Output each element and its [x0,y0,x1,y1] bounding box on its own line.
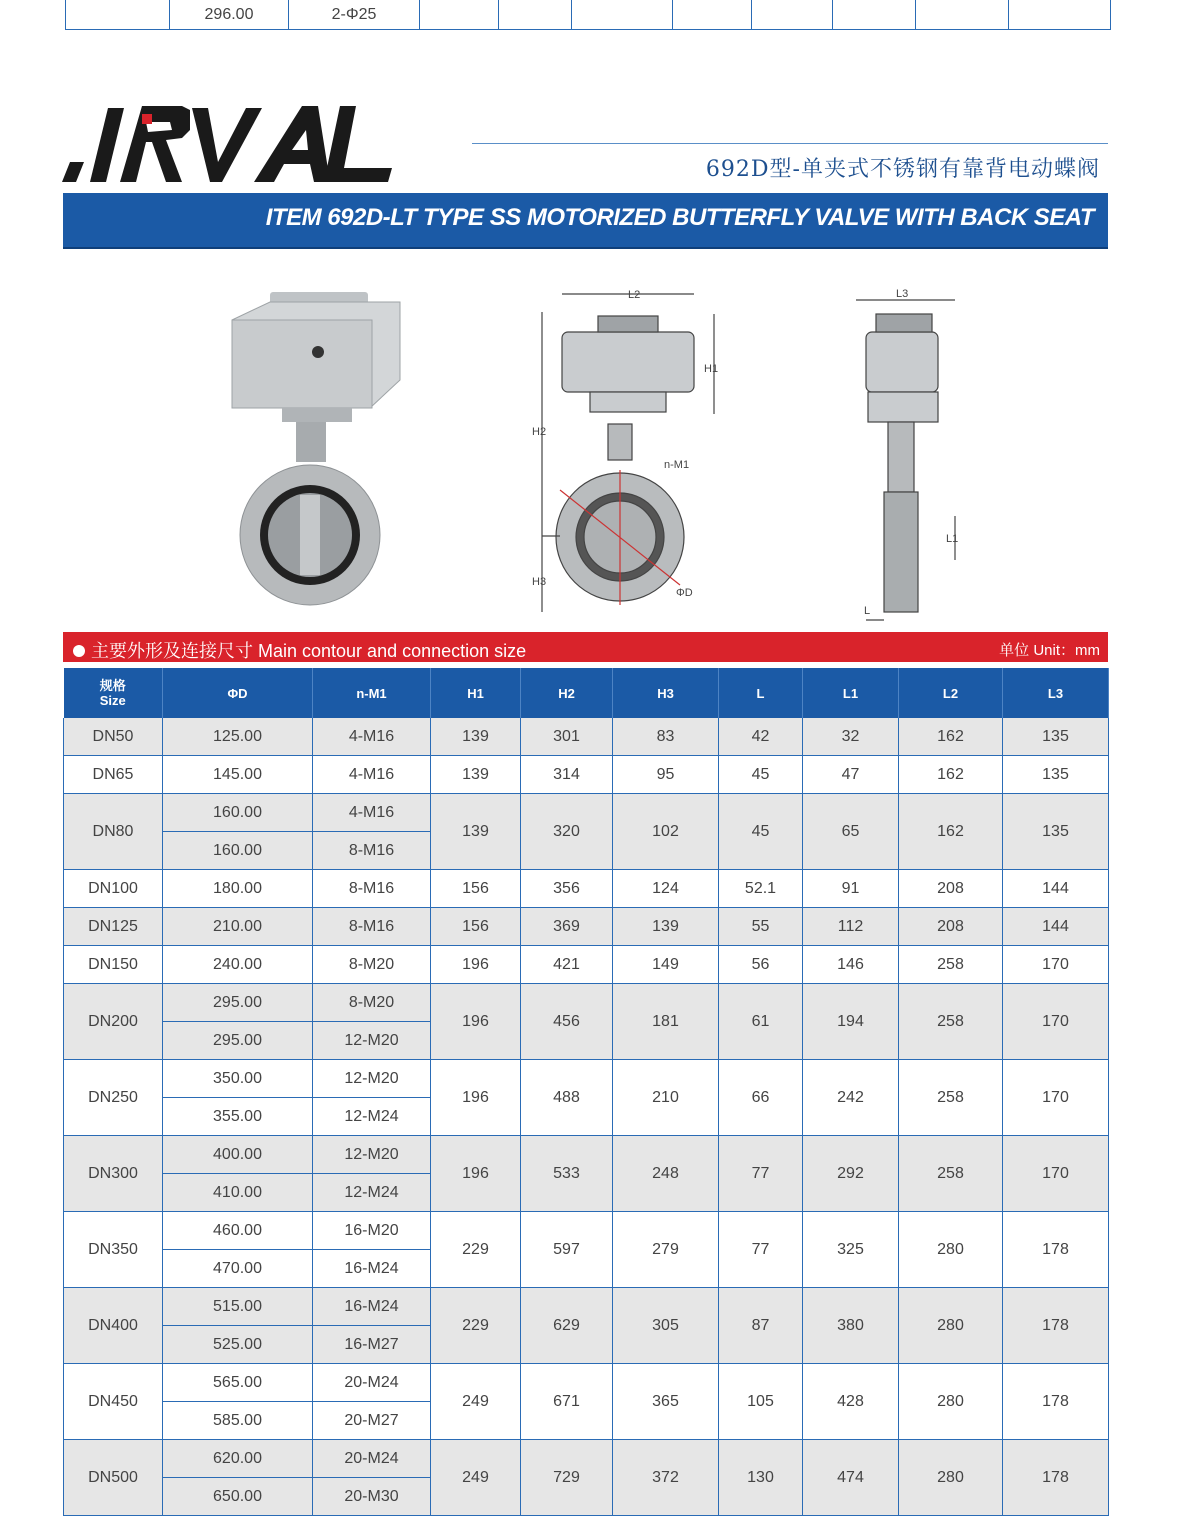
cell-l: 105 [719,1364,803,1440]
cell-l1: 47 [803,756,899,794]
cell-d: 296.00 [170,0,289,30]
cell [66,0,170,30]
cell-d: 565.00 [163,1364,313,1402]
side-view-drawing [856,300,955,620]
cell-l: 66 [719,1060,803,1136]
cell-h1: 249 [431,1440,521,1516]
cell-l1: 91 [803,870,899,908]
cell-l3: 170 [1003,946,1109,984]
cell-nm1: 12-M24 [313,1098,431,1136]
cell-l3: 178 [1003,1364,1109,1440]
col-l3: L3 [1003,668,1109,718]
cell-l3: 144 [1003,908,1109,946]
cell-l1: 325 [803,1212,899,1288]
cell-nm1: 8-M20 [313,984,431,1022]
cell [673,0,752,30]
cell-d: 160.00 [163,794,313,832]
cell-h2: 533 [521,1136,613,1212]
cell-l1: 112 [803,908,899,946]
cell-l1: 65 [803,794,899,870]
cell-d: 145.00 [163,756,313,794]
cell-l2: 208 [899,908,1003,946]
cell-size: DN350 [64,1212,163,1288]
cell-nm1: 4-M16 [313,756,431,794]
cell-h1: 196 [431,946,521,984]
cell-l2: 208 [899,870,1003,908]
cell-l3: 135 [1003,794,1109,870]
cell-h3: 139 [613,908,719,946]
cell-l2: 280 [899,1288,1003,1364]
label-h3: H3 [532,576,547,588]
cell-d: 515.00 [163,1288,313,1326]
cell-l3: 178 [1003,1440,1109,1516]
cell-h3: 124 [613,870,719,908]
jrval-logo [62,100,402,186]
cell-d: 295.00 [163,1022,313,1060]
label-h2: H2 [532,426,547,438]
label-l: L [864,605,871,617]
cell-l: 87 [719,1288,803,1364]
label-h1: H1 [704,363,719,375]
cell-l2: 258 [899,984,1003,1060]
cell-h3: 305 [613,1288,719,1364]
cell-d: 180.00 [163,870,313,908]
cell-d: 160.00 [163,832,313,870]
table-row [64,1288,1109,1326]
cell-d: 355.00 [163,1098,313,1136]
cell-h2: 314 [521,756,613,794]
cell-h1: 249 [431,1364,521,1440]
table-row [64,870,1109,908]
label-d: ΦD [676,587,693,599]
col-l1: L1 [803,668,899,718]
cell-l3: 170 [1003,1136,1109,1212]
cell-h1: 196 [431,984,521,1060]
cell-h3: 83 [613,718,719,756]
cell [916,0,1009,30]
cell [499,0,572,30]
label-l3: L3 [896,288,909,300]
cell-nm1: 8-M16 [313,870,431,908]
cell-nm1: 2-Φ25 [289,0,420,30]
cell-d: 295.00 [163,984,313,1022]
label-nm1: n-M1 [664,459,690,471]
cell-nm1: 20-M24 [313,1440,431,1478]
cell-l2: 258 [899,1060,1003,1136]
cell-h1: 229 [431,1288,521,1364]
cell-l2: 280 [899,1212,1003,1288]
cell-l: 52.1 [719,870,803,908]
cell-nm1: 16-M20 [313,1212,431,1250]
cell-d: 400.00 [163,1136,313,1174]
table-row [64,984,1109,1022]
cell-l3: 144 [1003,870,1109,908]
cell-nm1: 4-M16 [313,794,431,832]
cell [420,0,499,30]
cell-h1: 156 [431,870,521,908]
cell-size: DN250 [64,1060,163,1136]
cell-h2: 301 [521,718,613,756]
table-row [64,794,1109,832]
section-title: 主要外形及连接尺寸 Main contour and connection size [91,641,527,661]
cell-nm1: 8-M16 [313,832,431,870]
cell-l2: 258 [899,1136,1003,1212]
cell-h1: 139 [431,756,521,794]
cell-h1: 156 [431,908,521,946]
section-header [63,632,1108,662]
cell-h3: 372 [613,1440,719,1516]
col-nm1: n-M1 [313,668,431,718]
cell-d: 240.00 [163,946,313,984]
col-l: L [719,668,803,718]
english-title: ITEM 692D-LT TYPE SS MOTORIZED BUTTERFLY VALVE WITH BACK SEAT [265,204,1094,231]
cell-h2: 356 [521,870,613,908]
cell-nm1: 12-M20 [313,1022,431,1060]
cell-h2: 456 [521,984,613,1060]
cell-h3: 210 [613,1060,719,1136]
cell-d: 650.00 [163,1478,313,1516]
cell-h1: 139 [431,794,521,870]
cell-h3: 102 [613,794,719,870]
cell-size: DN50 [64,718,163,756]
cell-l: 42 [719,718,803,756]
cell-l: 56 [719,946,803,984]
cell-l1: 194 [803,984,899,1060]
col-l2: L2 [899,668,1003,718]
cell-h2: 320 [521,794,613,870]
cell-nm1: 12-M20 [313,1136,431,1174]
cell-l: 55 [719,908,803,946]
cell-h2: 671 [521,1364,613,1440]
cell-h1: 196 [431,1060,521,1136]
cell-h2: 369 [521,908,613,946]
cell-l3: 135 [1003,756,1109,794]
cell-nm1: 20-M27 [313,1402,431,1440]
cell-l1: 292 [803,1136,899,1212]
cell-l: 77 [719,1136,803,1212]
table-row [64,1364,1109,1402]
cell-l2: 162 [899,718,1003,756]
cell-l3: 135 [1003,718,1109,756]
front-view-drawing [542,294,714,612]
cell [752,0,833,30]
cell-h2: 629 [521,1288,613,1364]
cell-nm1: 8-M16 [313,908,431,946]
cell-l: 61 [719,984,803,1060]
cell-h1: 229 [431,1212,521,1288]
cell-d: 585.00 [163,1402,313,1440]
cell-l3: 178 [1003,1288,1109,1364]
cell-d: 125.00 [163,718,313,756]
cell-l3: 170 [1003,984,1109,1060]
cell-size: DN80 [64,794,163,870]
cell-nm1: 16-M24 [313,1250,431,1288]
col-h3: H3 [613,668,719,718]
cell-size: DN200 [64,984,163,1060]
table-row [64,908,1109,946]
label-l1: L1 [946,533,959,545]
cell-h3: 149 [613,946,719,984]
cell-l2: 162 [899,756,1003,794]
table-header-row [64,668,1109,718]
cell-l1: 380 [803,1288,899,1364]
cell-d: 620.00 [163,1440,313,1478]
cell-h1: 139 [431,718,521,756]
cell-d: 470.00 [163,1250,313,1288]
cell-nm1: 20-M30 [313,1478,431,1516]
cell-nm1: 16-M24 [313,1288,431,1326]
cell-size: DN500 [64,1440,163,1516]
cell-l1: 146 [803,946,899,984]
cell-size: DN125 [64,908,163,946]
dimension-table [63,668,1109,1516]
col-h1: H1 [431,668,521,718]
cell-l: 77 [719,1212,803,1288]
valve-photo [232,292,400,605]
cell-size: DN450 [64,1364,163,1440]
cell-d: 210.00 [163,908,313,946]
cell-nm1: 16-M27 [313,1326,431,1364]
cell-d: 410.00 [163,1174,313,1212]
cell-l1: 242 [803,1060,899,1136]
cell-h3: 365 [613,1364,719,1440]
cell-d: 525.00 [163,1326,313,1364]
cell-h3: 181 [613,984,719,1060]
col-d: ΦD [163,668,313,718]
cell-l2: 280 [899,1440,1003,1516]
cell-size: DN150 [64,946,163,984]
table-row [64,1440,1109,1478]
cell-h3: 279 [613,1212,719,1288]
cell-size: DN65 [64,756,163,794]
table-row [64,1212,1109,1250]
table-row [64,718,1109,756]
unit-label: 单位 Unit：mm [999,642,1100,659]
cell-nm1: 8-M20 [313,946,431,984]
cell-l1: 32 [803,718,899,756]
previous-table-last-row [65,0,1111,30]
cell-l2: 258 [899,946,1003,984]
title-banner [63,193,1108,247]
cell-size: DN400 [64,1288,163,1364]
cell-size: DN100 [64,870,163,908]
cell-size: DN300 [64,1136,163,1212]
table-row [64,756,1109,794]
cell-l2: 280 [899,1364,1003,1440]
table-row [64,1136,1109,1174]
cell-l3: 170 [1003,1060,1109,1136]
chinese-title: 692D型-单夹式不锈钢有靠背电动蝶阀 [705,157,1100,182]
cell-d: 460.00 [163,1212,313,1250]
cell-l3: 178 [1003,1212,1109,1288]
cell-h3: 248 [613,1136,719,1212]
cell-l: 45 [719,794,803,870]
cell-nm1: 20-M24 [313,1364,431,1402]
cell-l1: 474 [803,1440,899,1516]
cell-h2: 421 [521,946,613,984]
cell [572,0,673,30]
title-rule [472,143,1108,144]
cell-l: 130 [719,1440,803,1516]
col-size: 规格 Size [64,668,163,718]
cell-l2: 162 [899,794,1003,870]
table-row [64,946,1109,984]
cell-l: 45 [719,756,803,794]
cell-h2: 488 [521,1060,613,1136]
label-l2: L2 [628,289,641,301]
col-h2: H2 [521,668,613,718]
cell-h2: 597 [521,1212,613,1288]
cell-h2: 729 [521,1440,613,1516]
cell [833,0,916,30]
cell-h1: 196 [431,1136,521,1212]
cell-l1: 428 [803,1364,899,1440]
cell-nm1: 4-M16 [313,718,431,756]
cell-nm1: 12-M20 [313,1060,431,1098]
cell-h3: 95 [613,756,719,794]
cell-d: 350.00 [163,1060,313,1098]
cell-nm1: 12-M24 [313,1174,431,1212]
valve-figures [0,280,1200,630]
bullet-icon [73,645,85,657]
table-row [64,1060,1109,1098]
cell [1009,0,1111,30]
